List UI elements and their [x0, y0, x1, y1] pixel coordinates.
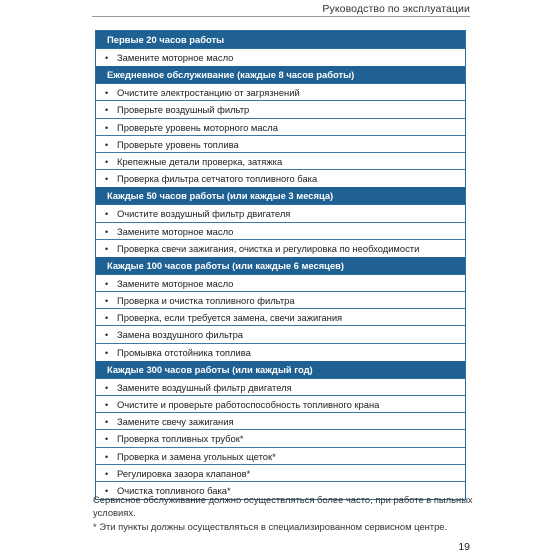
bullet-icon: •: [105, 174, 109, 185]
schedule-item-label: Промывка отстойника топлива: [117, 346, 251, 358]
bullet-icon: •: [105, 468, 109, 479]
section-header: Каждые 50 часов работы (или каждые 3 месяца): [96, 187, 465, 205]
bullet-icon: •: [105, 53, 109, 63]
schedule-item-label: Проверьте воздушный фильтр: [117, 104, 250, 116]
running-header: Руководство по эксплуатации: [322, 3, 470, 15]
schedule-item: [96, 240, 465, 257]
bullet-icon: •: [105, 330, 109, 341]
bullet-icon: •: [105, 226, 109, 237]
section-header: Каждые 100 часов работы (или каждые 6 месяцев): [96, 257, 465, 275]
bullet-icon: •: [105, 243, 109, 254]
schedule-item: [96, 136, 465, 153]
schedule-item-label: Регулировка зазора клапанов*: [117, 467, 251, 479]
bullet-icon: •: [105, 156, 109, 167]
header-rule: [92, 16, 470, 17]
schedule-item: [96, 49, 465, 66]
schedule-item-label: Проверка свечи зажигания, очистка и регулировка по необходимости: [117, 242, 420, 254]
schedule-item: [96, 344, 465, 361]
bullet-icon: •: [105, 122, 109, 133]
bullet-icon: •: [105, 400, 109, 410]
schedule-item-label: Замените моторное масло: [117, 225, 234, 237]
schedule-item-label: Проверка и замена угольных щеток*: [117, 450, 276, 462]
schedule-item-label: Очистите электростанцию от загрязнений: [117, 87, 300, 99]
bullet-icon: •: [105, 88, 109, 99]
schedule-item: [96, 84, 465, 101]
schedule-item: [96, 223, 465, 240]
schedule-section: [96, 187, 465, 257]
bullet-icon: •: [105, 139, 109, 150]
schedule-item: [96, 205, 465, 222]
schedule-item-label: Проверка, если требуется замена, свечи зажигания: [117, 312, 343, 324]
maintenance-schedule-table: [95, 30, 466, 500]
schedule-item: [96, 396, 465, 413]
schedule-item-label: Крепежные детали проверка, затяжка: [117, 155, 283, 167]
schedule-item: [96, 448, 465, 465]
bullet-icon: •: [105, 347, 109, 358]
schedule-section: [96, 31, 465, 66]
schedule-item-label: Замените свечу зажигания: [117, 416, 234, 428]
bullet-icon: •: [105, 209, 109, 220]
schedule-item-label: Очистите и проверьте работоспособность топливного крана: [117, 399, 380, 410]
schedule-item-label: Проверка фильтра сетчатого топливного бака: [117, 173, 318, 185]
bullet-icon: •: [105, 313, 109, 324]
schedule-section: [96, 361, 465, 499]
schedule-item-label: Очистка топливного бака*: [117, 484, 231, 496]
bullet-icon: •: [105, 417, 109, 428]
section-header: Каждые 300 часов работы (или каждый год): [96, 361, 465, 379]
schedule-item-label: Проверьте уровень топлива: [117, 138, 239, 150]
schedule-item-label: Очистите воздушный фильтр двигателя: [117, 208, 291, 220]
schedule-item: [96, 275, 465, 292]
schedule-item: [96, 119, 465, 136]
bullet-icon: •: [105, 105, 109, 116]
schedule-item-label: Проверьте уровень моторного масла: [117, 121, 278, 133]
schedule-item: [96, 379, 465, 396]
schedule-item: [96, 326, 465, 343]
bullet-icon: •: [105, 451, 109, 462]
schedule-item: [96, 413, 465, 430]
schedule-section: [96, 257, 465, 361]
section-header: Ежедневное обслуживание (каждые 8 часов работы): [96, 66, 465, 84]
schedule-item-label: Проверка и очистка топливного фильтра: [117, 295, 295, 307]
schedule-item: [96, 465, 465, 482]
service-note: Сервисное обслуживание должно осуществляться более часто, при работе в пыльных условиях.: [93, 494, 473, 518]
schedule-item: [96, 292, 465, 309]
bullet-icon: •: [105, 485, 109, 496]
asterisk-note: * Эти пункты должны осуществляться в специализированном сервисном центре.: [93, 521, 448, 532]
section-header: Первые 20 часов работы: [96, 31, 465, 49]
bullet-icon: •: [105, 296, 109, 307]
schedule-item: [96, 153, 465, 170]
bullet-icon: •: [105, 382, 109, 393]
schedule-section: [96, 66, 465, 187]
page-number: 19: [458, 541, 470, 553]
schedule-item-label: Замените воздушный фильтр двигателя: [117, 381, 292, 393]
schedule-item: [96, 430, 465, 447]
schedule-item: [96, 170, 465, 187]
bullet-icon: •: [105, 278, 109, 289]
schedule-item-label: Замените моторное масло: [117, 277, 234, 289]
bullet-icon: •: [105, 434, 109, 445]
schedule-item-label: Замените моторное масло: [117, 52, 234, 63]
schedule-item: [96, 309, 465, 326]
schedule-item: [96, 101, 465, 118]
schedule-item-label: Проверка топливных трубок*: [117, 433, 244, 445]
schedule-item-label: Замена воздушного фильтра: [117, 329, 244, 341]
